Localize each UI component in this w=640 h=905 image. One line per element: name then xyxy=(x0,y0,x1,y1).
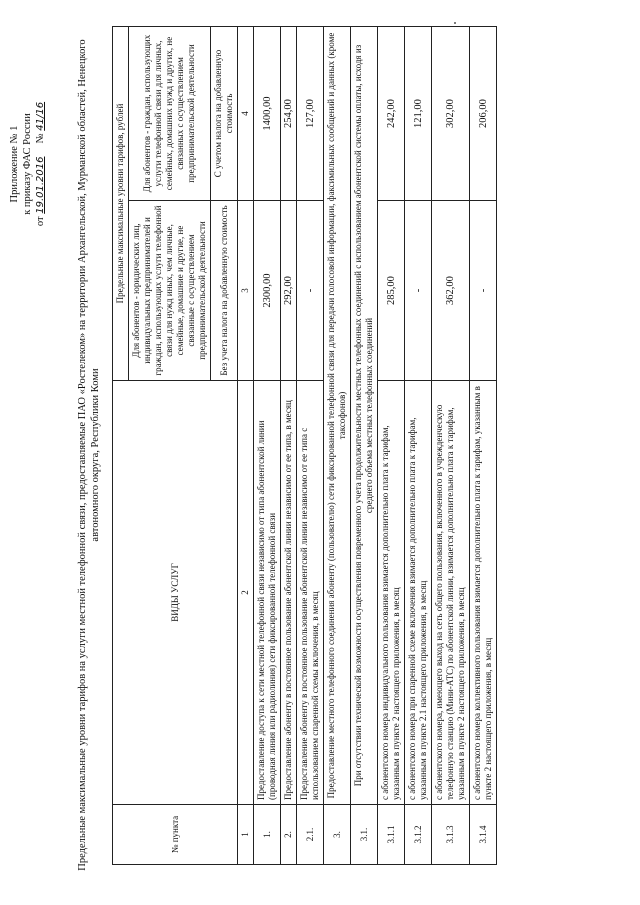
table-row xyxy=(378,26,405,864)
order-number-prefix: № xyxy=(35,133,46,144)
table-row xyxy=(297,26,324,864)
row-citizens-value: 302,00 xyxy=(432,26,470,200)
column-number: 4 xyxy=(238,26,254,200)
section-num: 3. xyxy=(324,805,351,865)
header-num: № пункта xyxy=(113,805,238,865)
table-row xyxy=(470,26,497,864)
table-row xyxy=(432,26,470,864)
row-legal-value: - xyxy=(405,201,432,381)
tariff-table xyxy=(112,26,497,865)
row-num: 3.1.1 xyxy=(378,805,405,865)
section-title: При отсутствии технической возможности осуществления повременного учета продолжительности местных телефонных соединений с использованием абонентской системы оплаты, исходя из среднего объема местных телефонных соединений xyxy=(351,26,378,804)
row-service: Предоставление абоненту в постоянное пользование абонентской линии независимо от ее типа, в месяц xyxy=(281,381,297,805)
header-service: ВИДЫ УСЛУГ xyxy=(113,381,238,805)
order-number: 41/16 xyxy=(35,101,46,131)
row-service: с абонентского номера, имеющего выход на сеть общего пользования, включенного в учрежденческую телефонную станцию (Мини-АТС) по абонентской линии, взимается дополнительно плата к тарифам, указанным в пункте 2 настоящего приложения, в месяц xyxy=(432,381,470,805)
order-date: 19.01.2016 xyxy=(35,156,46,214)
row-citizens-value: 127,00 xyxy=(297,26,324,200)
row-legal-value: - xyxy=(470,201,497,381)
row-legal-value: 285,00 xyxy=(378,201,405,381)
order-date-line xyxy=(34,34,47,294)
row-num: 2. xyxy=(281,805,297,865)
section-row xyxy=(324,26,351,864)
row-legal-value: 362,00 xyxy=(432,201,470,381)
row-num: 3.1.3 xyxy=(432,805,470,865)
row-citizens-value: 121,00 xyxy=(405,26,432,200)
column-number-row xyxy=(238,26,254,864)
row-service: с абонентского номера при спаренной схеме включения взимается дополнительно плата к тарифам, указанным в пункте 2.1 настоящего приложения, в месяц xyxy=(405,381,432,805)
header-legal-entities: Для абонентов - юридических лиц, индивидуальных предпринимателей и граждан, использующих услуги телефонной связи для нужд иных, чем личные, семейные, домашние и другие, не связанные с осуществлением предпринимательской деятельности xyxy=(129,201,211,381)
row-service: с абонентского номера индивидуального пользования взимается дополнительно плата к тарифам, указанным в пункте 2 настоящего приложения, в месяц xyxy=(378,381,405,805)
row-legal-value: - xyxy=(297,201,324,381)
section-title: Предоставление местного телефонного соединения абоненту (пользователю) сети фиксированной телефонной связи для передачи голосовой информации, факсимильных сообщений и данных (кроме таксофонов) xyxy=(324,26,351,804)
table-row xyxy=(254,26,281,864)
column-number: 1 xyxy=(238,805,254,865)
row-citizens-value: 206,00 xyxy=(470,26,497,200)
appendix-header xyxy=(8,34,47,294)
section-row xyxy=(351,26,378,864)
header-vat-excluded: Без учета налога на добавленную стоимость xyxy=(211,201,238,381)
document-title: Предельные максимальные уровни тарифов на услуги местной телефонной связи, предоставляемые ПАО «Ростелеком» на территории Архангельской, Мурманской областей, Ненецкого автономного округа, Республики Коми xyxy=(77,39,101,871)
row-num: 3.1.4 xyxy=(470,805,497,865)
row-citizens-value: 242,00 xyxy=(378,26,405,200)
row-service: Предоставление доступа к сети местной телефонной связи независимо от типа абонентской линии (проводная линия или радиолиния) сети фиксированной телефонной связи xyxy=(254,381,281,805)
header-tariffs: Предельные максимальные уровни тарифов, рублей xyxy=(113,26,129,380)
order-reference: к приказу ФАС России xyxy=(22,113,33,215)
appendix-label: Приложение № 1 xyxy=(9,125,20,203)
row-num: 3.1.2 xyxy=(405,805,432,865)
order-date-prefix: от xyxy=(35,216,46,227)
row-legal-value: 292,00 xyxy=(281,201,297,381)
header-citizens: Для абонентов - граждан, использующих услуги телефонной связи для личных, семейных, домашних нужд и других, не связанных с осуществлением предпринимательской деятельности xyxy=(129,26,211,200)
column-number: 2 xyxy=(238,381,254,805)
row-num: 1. xyxy=(254,805,281,865)
row-citizens-value: 254,00 xyxy=(281,26,297,200)
row-service: Предоставление абоненту в постоянное пользование абонентской линии независимо от ее типа с использованием спаренной схемы включения, в месяц xyxy=(297,381,324,805)
table-row xyxy=(281,26,297,864)
header-vat-included: С учетом налога на добавленную стоимость xyxy=(211,26,238,200)
column-number: 3 xyxy=(238,201,254,381)
row-citizens-value: 1400,00 xyxy=(254,26,281,200)
section-num: 3.1. xyxy=(351,805,378,865)
row-legal-value: 2300,00 xyxy=(254,201,281,381)
row-service: с абонентского номера коллективного пользования взимается дополнительно плата к тарифам, указанным в пункте 2 настоящего приложения, в месяц xyxy=(470,381,497,805)
table-header-row xyxy=(113,26,129,864)
row-num: 2.1. xyxy=(297,805,324,865)
table-row xyxy=(405,26,432,864)
